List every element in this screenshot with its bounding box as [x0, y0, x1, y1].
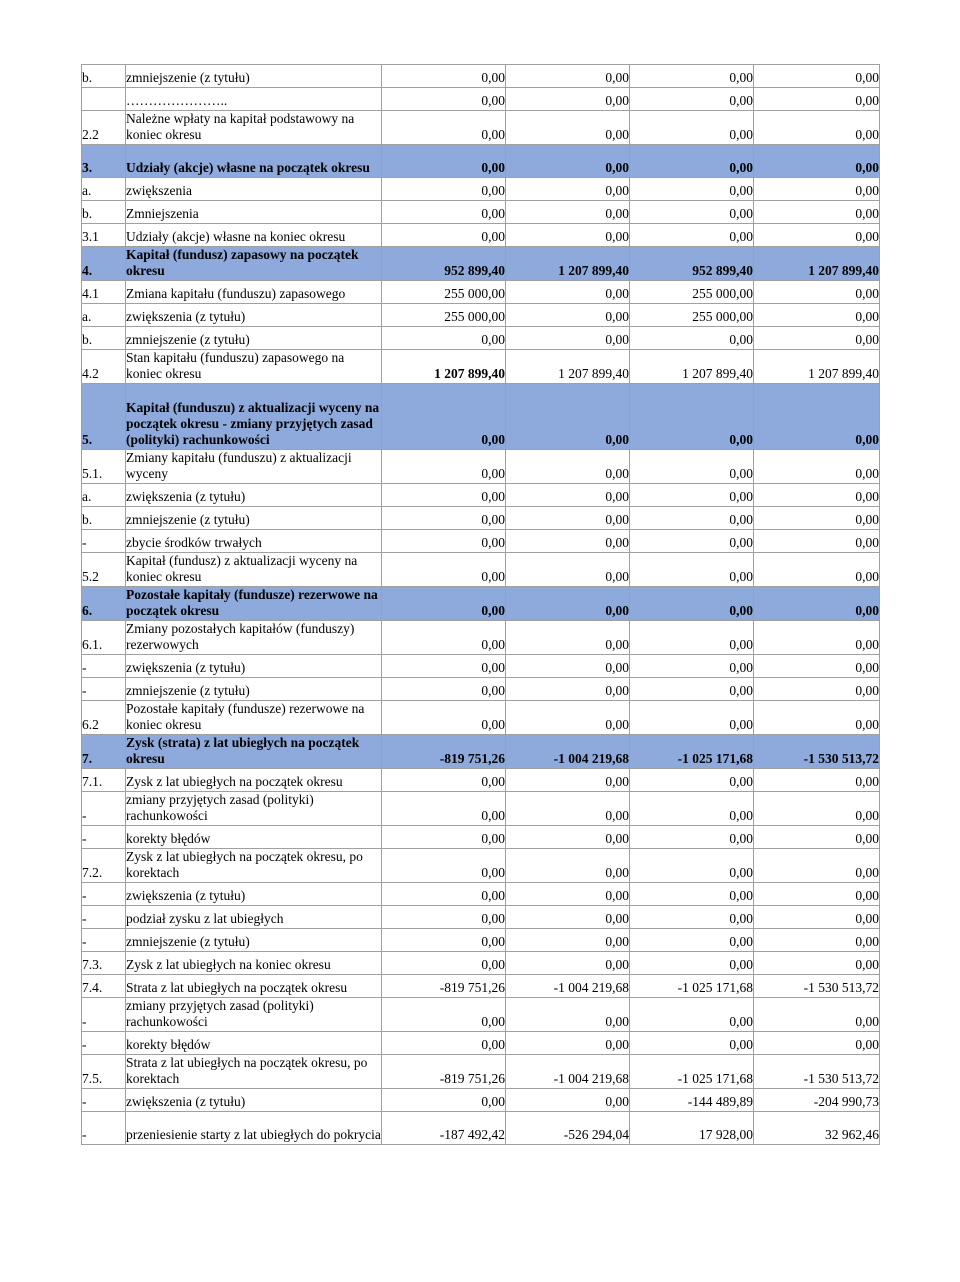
table-row	[82, 350, 880, 384]
value-cell-2: 0,00	[506, 178, 630, 201]
row-number: -	[82, 530, 126, 553]
row-description: korekty błędów	[126, 1032, 382, 1055]
value-cell-4: 0,00	[754, 484, 880, 507]
value-cell-3: 0,00	[630, 88, 754, 111]
row-description: Zmiany kapitału (funduszu) z aktualizacji wyceny	[126, 450, 382, 484]
value-cell-1: 255 000,00	[382, 304, 506, 327]
value-cell-1: 0,00	[382, 952, 506, 975]
value-cell-4: 0,00	[754, 998, 880, 1032]
row-number: 6.2	[82, 701, 126, 735]
value-cell-4: 0,00	[754, 304, 880, 327]
table-row	[82, 678, 880, 701]
table-row	[82, 998, 880, 1032]
table-row	[82, 450, 880, 484]
value-cell-1: -819 751,26	[382, 1055, 506, 1089]
row-description: zwiększenia (z tytułu)	[126, 883, 382, 906]
row-number: -	[82, 1112, 126, 1145]
row-number: -	[82, 1032, 126, 1055]
row-description: zmniejszenie (z tytułu)	[126, 327, 382, 350]
value-cell-2: 0,00	[506, 281, 630, 304]
row-description: Zmniejszenia	[126, 201, 382, 224]
table-row	[82, 111, 880, 145]
value-cell-3: -1 025 171,68	[630, 1055, 754, 1089]
row-number: 3.1	[82, 224, 126, 247]
value-cell-1: 0,00	[382, 998, 506, 1032]
row-number: 3.	[82, 145, 126, 178]
row-description: Kapitał (fundusz) z aktualizacji wyceny na koniec okresu	[126, 553, 382, 587]
table-body	[82, 65, 880, 1145]
value-cell-4: 32 962,46	[754, 1112, 880, 1145]
value-cell-4: 0,00	[754, 384, 880, 450]
table-row	[82, 1112, 880, 1145]
value-cell-4: 0,00	[754, 145, 880, 178]
row-number: b.	[82, 201, 126, 224]
value-cell-1: 0,00	[382, 849, 506, 883]
value-cell-1: 0,00	[382, 678, 506, 701]
table-row	[82, 929, 880, 952]
value-cell-4: 0,00	[754, 701, 880, 735]
value-cell-4: 0,00	[754, 111, 880, 145]
row-number: -	[82, 678, 126, 701]
table-row	[82, 655, 880, 678]
row-number: 7.	[82, 735, 126, 769]
table-row	[82, 201, 880, 224]
value-cell-3: 0,00	[630, 111, 754, 145]
value-cell-1: 1 207 899,40	[382, 350, 506, 384]
row-description: Należne wpłaty na kapitał podstawowy na koniec okresu	[126, 111, 382, 145]
table-row	[82, 484, 880, 507]
table-row	[82, 1055, 880, 1089]
value-cell-4: 1 207 899,40	[754, 247, 880, 281]
table-row	[82, 1032, 880, 1055]
table-row	[82, 769, 880, 792]
row-description: …………………..	[126, 88, 382, 111]
value-cell-2: 0,00	[506, 826, 630, 849]
row-number: b.	[82, 65, 126, 88]
value-cell-3: 0,00	[630, 1032, 754, 1055]
table-row	[82, 952, 880, 975]
value-cell-3: 0,00	[630, 224, 754, 247]
value-cell-4: 0,00	[754, 88, 880, 111]
row-description: Zmiana kapitału (funduszu) zapasowego	[126, 281, 382, 304]
value-cell-2: 0,00	[506, 201, 630, 224]
value-cell-2: 0,00	[506, 655, 630, 678]
value-cell-3: 0,00	[630, 553, 754, 587]
table-row	[82, 281, 880, 304]
value-cell-3: 0,00	[630, 145, 754, 178]
table-row	[82, 735, 880, 769]
value-cell-3: 1 207 899,40	[630, 350, 754, 384]
table-row	[82, 621, 880, 655]
row-number: 5.2	[82, 553, 126, 587]
value-cell-4: 0,00	[754, 952, 880, 975]
value-cell-3: 0,00	[630, 998, 754, 1032]
value-cell-1: 0,00	[382, 450, 506, 484]
value-cell-2: -1 004 219,68	[506, 735, 630, 769]
value-cell-4: 0,00	[754, 906, 880, 929]
value-cell-2: 0,00	[506, 952, 630, 975]
table-row	[82, 701, 880, 735]
table-row	[82, 792, 880, 826]
value-cell-1: 0,00	[382, 111, 506, 145]
value-cell-4: 0,00	[754, 553, 880, 587]
row-number: 6.1.	[82, 621, 126, 655]
value-cell-4: 0,00	[754, 1032, 880, 1055]
value-cell-2: 0,00	[506, 145, 630, 178]
value-cell-2: 0,00	[506, 88, 630, 111]
row-number: -	[82, 906, 126, 929]
value-cell-1: 0,00	[382, 327, 506, 350]
value-cell-3: 0,00	[630, 384, 754, 450]
value-cell-1: 0,00	[382, 826, 506, 849]
row-number: -	[82, 929, 126, 952]
row-description: zmniejszenie (z tytułu)	[126, 678, 382, 701]
row-number: a.	[82, 304, 126, 327]
row-description: przeniesienie starty z lat ubiegłych do pokrycia	[126, 1112, 382, 1145]
value-cell-3: 0,00	[630, 952, 754, 975]
value-cell-3: 0,00	[630, 906, 754, 929]
row-description: Stan kapitału (funduszu) zapasowego na koniec okresu	[126, 350, 382, 384]
value-cell-3: 255 000,00	[630, 304, 754, 327]
row-description: Udziały (akcje) własne na początek okresu	[126, 145, 382, 178]
table-row	[82, 883, 880, 906]
value-cell-4: 0,00	[754, 178, 880, 201]
row-description: zwiększenia (z tytułu)	[126, 655, 382, 678]
row-number: 4.	[82, 247, 126, 281]
document-page	[81, 64, 880, 1145]
value-cell-4: 0,00	[754, 929, 880, 952]
row-number: 6.	[82, 587, 126, 621]
value-cell-2: 0,00	[506, 906, 630, 929]
row-number: 7.1.	[82, 769, 126, 792]
value-cell-1: 0,00	[382, 769, 506, 792]
value-cell-1: -819 751,26	[382, 975, 506, 998]
value-cell-1: 0,00	[382, 587, 506, 621]
row-description: Strata z lat ubiegłych na początek okresu, po korektach	[126, 1055, 382, 1089]
value-cell-2: 0,00	[506, 327, 630, 350]
value-cell-1: 0,00	[382, 929, 506, 952]
row-description: zmiany przyjętych zasad (polityki) rachunkowości	[126, 792, 382, 826]
value-cell-3: 952 899,40	[630, 247, 754, 281]
value-cell-4: 0,00	[754, 224, 880, 247]
row-description: Pozostałe kapitały (fundusze) rezerwowe na koniec okresu	[126, 701, 382, 735]
row-description: Zysk z lat ubiegłych na początek okresu, po korektach	[126, 849, 382, 883]
value-cell-1: 952 899,40	[382, 247, 506, 281]
value-cell-3: 0,00	[630, 178, 754, 201]
value-cell-2: 0,00	[506, 769, 630, 792]
value-cell-1: 0,00	[382, 655, 506, 678]
row-number: b.	[82, 327, 126, 350]
row-description: podział zysku z lat ubiegłych	[126, 906, 382, 929]
value-cell-4: 0,00	[754, 507, 880, 530]
table-row	[82, 145, 880, 178]
row-description: zwiększenia (z tytułu)	[126, 484, 382, 507]
value-cell-3: 0,00	[630, 701, 754, 735]
value-cell-1: 0,00	[382, 201, 506, 224]
value-cell-3: -1 025 171,68	[630, 975, 754, 998]
table-row	[82, 587, 880, 621]
row-description: zbycie środków trwałych	[126, 530, 382, 553]
row-number: -	[82, 1089, 126, 1112]
value-cell-2: 0,00	[506, 929, 630, 952]
row-number: 4.1	[82, 281, 126, 304]
table-row	[82, 1089, 880, 1112]
row-description: Kapitał (fundusz) zapasowy na początek okresu	[126, 247, 382, 281]
value-cell-2: 0,00	[506, 587, 630, 621]
row-description: Pozostałe kapitały (fundusze) rezerwowe na początek okresu	[126, 587, 382, 621]
value-cell-4: 0,00	[754, 769, 880, 792]
value-cell-3: 0,00	[630, 484, 754, 507]
value-cell-4: 0,00	[754, 678, 880, 701]
value-cell-4: 0,00	[754, 621, 880, 655]
value-cell-2: 0,00	[506, 678, 630, 701]
value-cell-2: 0,00	[506, 553, 630, 587]
row-number	[82, 88, 126, 111]
value-cell-1: 0,00	[382, 792, 506, 826]
row-number: 7.4.	[82, 975, 126, 998]
value-cell-2: 0,00	[506, 1032, 630, 1055]
row-description: Zmiany pozostałych kapitałów (funduszy) rezerwowych	[126, 621, 382, 655]
row-description: zmniejszenie (z tytułu)	[126, 929, 382, 952]
value-cell-1: 0,00	[382, 145, 506, 178]
row-number: -	[82, 792, 126, 826]
value-cell-3: -1 025 171,68	[630, 735, 754, 769]
value-cell-3: 0,00	[630, 655, 754, 678]
value-cell-2: 0,00	[506, 849, 630, 883]
value-cell-3: 0,00	[630, 883, 754, 906]
value-cell-2: -1 004 219,68	[506, 1055, 630, 1089]
value-cell-3: 0,00	[630, 929, 754, 952]
value-cell-4: 1 207 899,40	[754, 350, 880, 384]
value-cell-2: 0,00	[506, 384, 630, 450]
value-cell-1: 0,00	[382, 507, 506, 530]
value-cell-2: 0,00	[506, 304, 630, 327]
value-cell-2: 0,00	[506, 224, 630, 247]
value-cell-3: 0,00	[630, 587, 754, 621]
value-cell-1: 0,00	[382, 1089, 506, 1112]
table-row	[82, 247, 880, 281]
value-cell-1: -187 492,42	[382, 1112, 506, 1145]
value-cell-2: 0,00	[506, 621, 630, 655]
value-cell-4: -204 990,73	[754, 1089, 880, 1112]
table-row	[82, 553, 880, 587]
table-row	[82, 178, 880, 201]
row-description: Strata z lat ubiegłych na początek okresu	[126, 975, 382, 998]
row-number: 7.2.	[82, 849, 126, 883]
value-cell-1: 0,00	[382, 553, 506, 587]
row-description: korekty błędów	[126, 826, 382, 849]
row-description: zwiększenia	[126, 178, 382, 201]
value-cell-1: 255 000,00	[382, 281, 506, 304]
value-cell-1: -819 751,26	[382, 735, 506, 769]
row-description: zwiększenia (z tytułu)	[126, 1089, 382, 1112]
value-cell-4: 0,00	[754, 281, 880, 304]
row-number: a.	[82, 178, 126, 201]
value-cell-1: 0,00	[382, 621, 506, 655]
table-row	[82, 530, 880, 553]
value-cell-4: -1 530 513,72	[754, 1055, 880, 1089]
value-cell-1: 0,00	[382, 906, 506, 929]
row-description: zmniejszenie (z tytułu)	[126, 507, 382, 530]
value-cell-1: 0,00	[382, 883, 506, 906]
row-number: -	[82, 826, 126, 849]
value-cell-1: 0,00	[382, 224, 506, 247]
value-cell-1: 0,00	[382, 88, 506, 111]
value-cell-2: 0,00	[506, 792, 630, 826]
table-row	[82, 507, 880, 530]
value-cell-2: 0,00	[506, 998, 630, 1032]
table-row	[82, 88, 880, 111]
value-cell-3: 0,00	[630, 769, 754, 792]
value-cell-4: 0,00	[754, 327, 880, 350]
row-number: a.	[82, 484, 126, 507]
value-cell-4: 0,00	[754, 826, 880, 849]
row-number: 5.1.	[82, 450, 126, 484]
value-cell-3: 0,00	[630, 792, 754, 826]
value-cell-3: 17 928,00	[630, 1112, 754, 1145]
value-cell-4: -1 530 513,72	[754, 735, 880, 769]
row-number: 4.2	[82, 350, 126, 384]
value-cell-4: 0,00	[754, 530, 880, 553]
value-cell-3: 0,00	[630, 826, 754, 849]
value-cell-3: 0,00	[630, 450, 754, 484]
row-description: Udziały (akcje) własne na koniec okresu	[126, 224, 382, 247]
table-row	[82, 826, 880, 849]
value-cell-4: 0,00	[754, 849, 880, 883]
value-cell-2: -1 004 219,68	[506, 975, 630, 998]
table-row	[82, 65, 880, 88]
value-cell-3: 255 000,00	[630, 281, 754, 304]
row-number: -	[82, 998, 126, 1032]
value-cell-3: 0,00	[630, 327, 754, 350]
row-number: 7.5.	[82, 1055, 126, 1089]
row-description: Kapitał (funduszu) z aktualizacji wyceny na początek okresu - zmiany przyjętych zasad (polityki) rachunkowości	[126, 384, 382, 450]
row-number: 5.	[82, 384, 126, 450]
row-number: 7.3.	[82, 952, 126, 975]
table-row	[82, 975, 880, 998]
equity-changes-table	[81, 64, 880, 1145]
value-cell-2: 0,00	[506, 1089, 630, 1112]
value-cell-2: 0,00	[506, 450, 630, 484]
value-cell-3: 0,00	[630, 849, 754, 883]
value-cell-4: 0,00	[754, 792, 880, 826]
row-number: -	[82, 655, 126, 678]
table-row	[82, 384, 880, 450]
row-number: -	[82, 883, 126, 906]
value-cell-4: 0,00	[754, 65, 880, 88]
row-description: Zysk z lat ubiegłych na początek okresu	[126, 769, 382, 792]
value-cell-4: 0,00	[754, 587, 880, 621]
row-description: zmniejszenie (z tytułu)	[126, 65, 382, 88]
row-description: Zysk z lat ubiegłych na koniec okresu	[126, 952, 382, 975]
row-description: zwiększenia (z tytułu)	[126, 304, 382, 327]
value-cell-2: 0,00	[506, 701, 630, 735]
value-cell-2: 1 207 899,40	[506, 247, 630, 281]
value-cell-3: -144 489,89	[630, 1089, 754, 1112]
value-cell-1: 0,00	[382, 178, 506, 201]
value-cell-2: -526 294,04	[506, 1112, 630, 1145]
value-cell-2: 0,00	[506, 111, 630, 145]
value-cell-1: 0,00	[382, 530, 506, 553]
value-cell-3: 0,00	[630, 678, 754, 701]
value-cell-1: 0,00	[382, 1032, 506, 1055]
row-number: b.	[82, 507, 126, 530]
value-cell-2: 0,00	[506, 530, 630, 553]
value-cell-1: 0,00	[382, 484, 506, 507]
value-cell-4: 0,00	[754, 883, 880, 906]
row-number: 2.2	[82, 111, 126, 145]
value-cell-2: 0,00	[506, 507, 630, 530]
value-cell-4: 0,00	[754, 655, 880, 678]
table-row	[82, 849, 880, 883]
value-cell-3: 0,00	[630, 65, 754, 88]
row-description: zmiany przyjętych zasad (polityki) rachunkowości	[126, 998, 382, 1032]
value-cell-3: 0,00	[630, 530, 754, 553]
row-description: Zysk (strata) z lat ubiegłych na początek okresu	[126, 735, 382, 769]
value-cell-4: 0,00	[754, 201, 880, 224]
table-row	[82, 906, 880, 929]
table-row	[82, 224, 880, 247]
value-cell-1: 0,00	[382, 701, 506, 735]
value-cell-4: 0,00	[754, 450, 880, 484]
table-row	[82, 304, 880, 327]
value-cell-4: -1 530 513,72	[754, 975, 880, 998]
table-row	[82, 327, 880, 350]
value-cell-2: 0,00	[506, 484, 630, 507]
value-cell-2: 0,00	[506, 883, 630, 906]
value-cell-3: 0,00	[630, 201, 754, 224]
value-cell-2: 1 207 899,40	[506, 350, 630, 384]
value-cell-1: 0,00	[382, 384, 506, 450]
value-cell-3: 0,00	[630, 621, 754, 655]
value-cell-2: 0,00	[506, 65, 630, 88]
value-cell-3: 0,00	[630, 507, 754, 530]
value-cell-1: 0,00	[382, 65, 506, 88]
